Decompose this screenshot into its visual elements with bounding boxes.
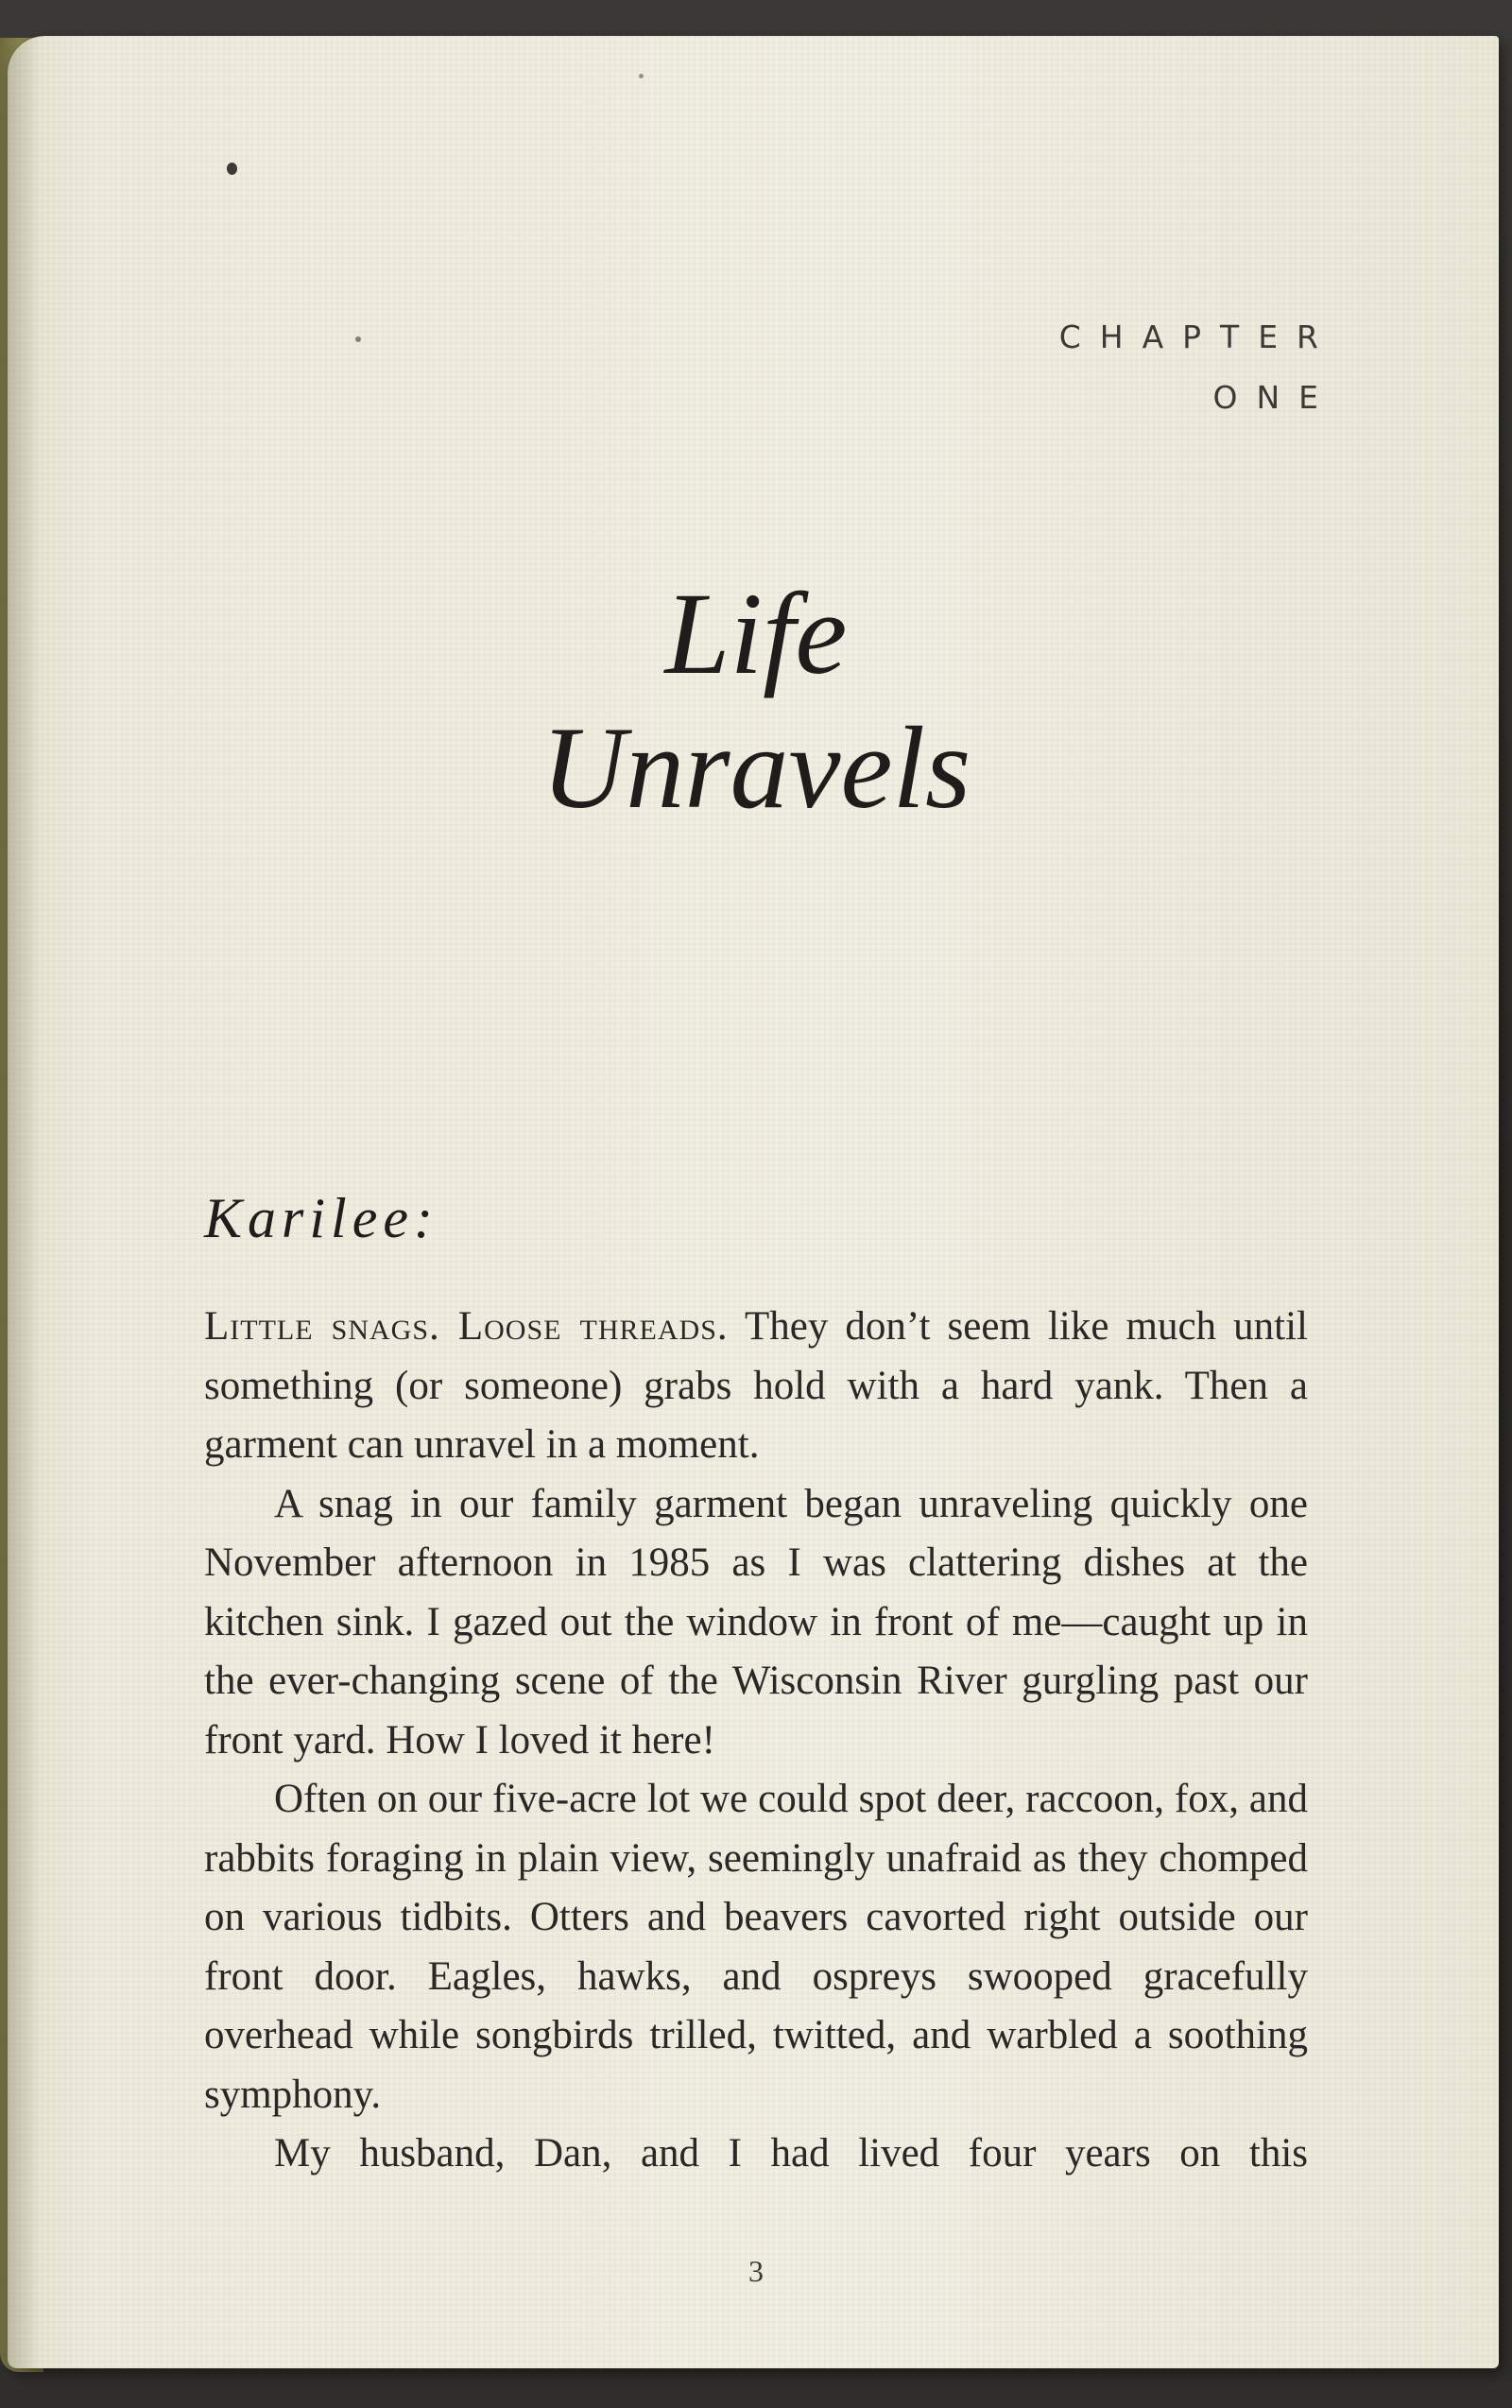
paragraph-4: My husband, Dan, and I had lived four years on this <box>274 2131 1308 2176</box>
chapter-number: ONE <box>1212 379 1337 416</box>
chapter-title-line-1: Life <box>664 569 848 698</box>
body-text <box>204 1298 1308 2184</box>
paragraph-1 <box>204 1298 1308 1475</box>
paper-speck <box>227 163 237 175</box>
paragraph-1-text: They don’t seem like much until something (or someone) grabs hold with a hard yank. Then a garment can unravel in a moment. <box>204 1304 1308 1467</box>
speaker-name: Karilee: <box>204 1187 438 1249</box>
paper-speck <box>355 336 361 342</box>
page-number: 3 <box>748 2254 764 2288</box>
paper-speck <box>639 74 644 78</box>
chapter-title-line-2: Unravels <box>541 703 971 833</box>
chapter-title <box>0 567 1512 835</box>
paragraph-2: A snag in our family garment began unraveling quickly one November afternoon in 1985 as I was clattering dishes at the kitchen sink. I gazed out the window in front of me—caught up in the ever-changing scene of the Wisconsin River gurgling past our front yard. How I loved it here! <box>204 1481 1308 1763</box>
chapter-label: CHAPTER <box>1058 318 1337 355</box>
chapter-heading <box>1058 307 1337 428</box>
paragraph-3: Often on our five-acre lot we could spot deer, raccoon, fox, and rabbits foraging in plain view, seemingly unafraid as they chomped on various tidbits. Otters and beavers cavorted right outside our front door. Eagles, hawks, and ospreys swooped gracefully overhead while songbirds trilled, twitted, and warbled a soothing symphony. <box>204 1777 1308 2117</box>
opening-small-caps: Little snags. Loose threads. <box>204 1304 729 1349</box>
page-gutter-shadow <box>8 36 40 2368</box>
